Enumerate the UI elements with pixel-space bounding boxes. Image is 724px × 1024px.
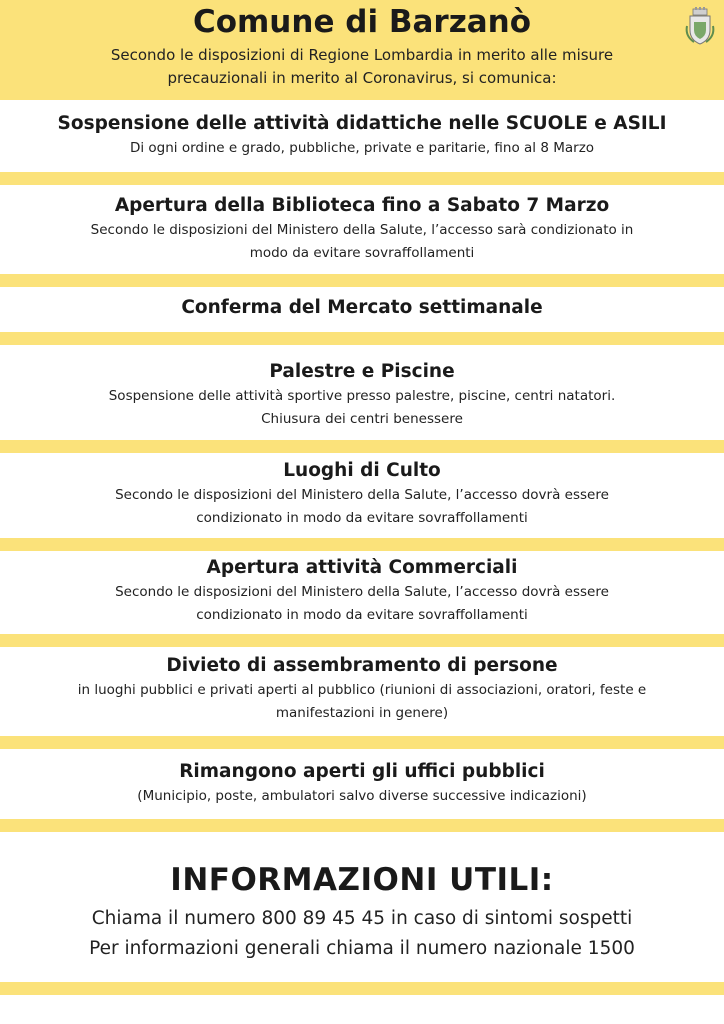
section-text: (Municipio, poste, ambulatori salvo diverse successive indicazioni) [137,788,587,804]
section-text: Di ogni ordine e grado, pubbliche, private e paritarie, fino al 8 Marzo [129,140,595,156]
section-text: condizionato in modo da evitare sovraffollamenti [196,510,528,526]
section-text: condizionato in modo da evitare sovraffollamenti [196,607,528,623]
intro-line-1: Secondo le disposizioni di Regione Lombardia in merito alle misure [110,46,614,64]
section-commerce [0,555,724,627]
section-text: Chiusura dei centri benessere [261,411,463,427]
divider-band [0,332,724,345]
divider-band [0,538,724,551]
divider-band [0,982,724,995]
divider-band [0,819,724,832]
section-public-offices [0,759,724,808]
section-text: Secondo le disposizioni del Ministero della Salute, l’accesso dovrà essere [115,584,609,600]
divider-band [0,440,724,453]
section-heading: Apertura attività Commerciali [206,557,518,578]
divider-band [0,736,724,749]
info-title: INFORMAZIONI UTILI: [170,862,554,898]
section-heading: Palestre e Piscine [269,361,455,382]
section-worship [0,458,724,530]
divider-band [0,274,724,287]
intro-line-2: precauzionali in merito al Coronavirus, si comunica: [167,69,557,87]
section-text: modo da evitare sovraffollamenti [249,245,475,261]
section-gyms [0,359,724,431]
section-text: Secondo le disposizioni del Ministero della Salute, l’accesso sarà condizionato in [90,222,634,238]
section-heading: Sospensione delle attività didattiche nelle SCUOLE e ASILI [57,113,667,134]
section-heading: Conferma del Mercato settimanale [181,297,543,318]
intro-text [0,44,724,90]
section-schools [0,111,724,160]
municipal-crest-icon [684,6,716,46]
divider-band [0,172,724,185]
section-heading: Apertura della Biblioteca fino a Sabato 7 Marzo [114,195,610,216]
section-market [0,295,724,321]
section-library [0,193,724,265]
section-heading: Divieto di assembramento di persone [166,655,558,676]
info-line-2: Per informazioni generali chiama il numero nazionale 1500 [89,938,635,959]
divider-band [0,634,724,647]
section-heading: Rimangono aperti gli uffici pubblici [179,761,545,782]
section-heading: Luoghi di Culto [283,460,441,481]
section-text: in luoghi pubblici e privati aperti al pubblico (riunioni di associazioni, oratori, feste e [77,682,647,698]
section-text: Secondo le disposizioni del Ministero della Salute, l’accesso dovrà essere [115,487,609,503]
section-gatherings [0,653,724,725]
section-text: Sospensione delle attività sportive presso palestre, piscine, centri natatori. [108,388,616,404]
info-line-1: Chiama il numero 800 89 45 45 in caso di sintomi sospetti [91,908,633,929]
section-text: manifestazioni in genere) [275,705,449,721]
page-title: Comune di Barzanò [192,4,532,40]
